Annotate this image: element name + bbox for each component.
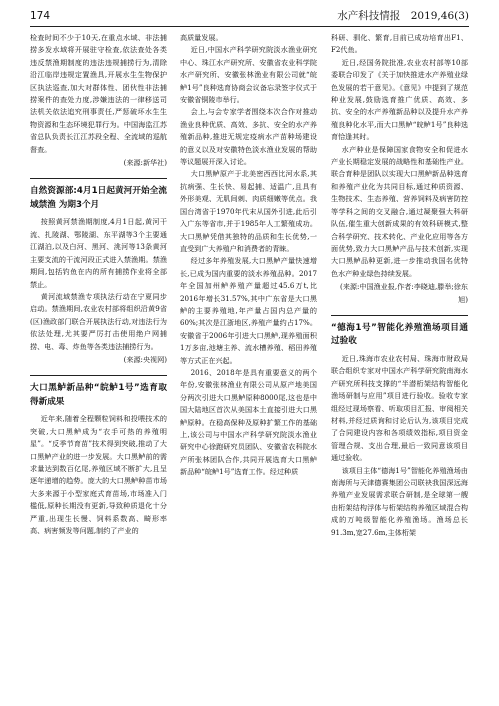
article-title: 自然资源部:4月1日起黄河开始全流域禁渔 为期3个月 [30, 186, 167, 210]
running-header [30, 8, 469, 24]
text-column-1 [30, 32, 167, 537]
text-column-3 [331, 32, 468, 539]
section-divider [30, 178, 167, 179]
body-paragraph: 检查时间不少于10天,在重点水域、非法捕捞多发水域将开展驻守检查,依法查处各类违反禁渔期制度的违法违规捕捞行为,清除沿江临岸违规定置渔具,开展水生生物保护区执法巡查,加大对群体性、团伙性非法捕捞案件的查处力度,涉嫌违法的一律移送司法机关依法追究刑事责任,严惩破坏水生生物资源和生态环境犯罪行为。中国海监江苏省总队负责长江江苏段全程、全流域的巡航督查。 [30, 33, 167, 154]
body-paragraph: 黄河流域禁渔专项执法行动在宁夏同步启动。禁渔期间,农业农村部将组织沿黄9省(区)渔政部门联合开展执法行动,对违法行为依法处理,尤其要严厉打击使用绝户网捕捞、电、毒、炸鱼等各类违法捕捞行为。 [30, 291, 167, 351]
header-rule [30, 26, 469, 27]
journal-title: 水产科技情报 2019,46(3) [337, 10, 469, 22]
body-paragraph: 该项目主体“德海1号”智能化养殖渔场由南海所与天津德赛集团公司联袂我国深远海养殖产业发展需求联合研制,是全球第一艘由桁架结构浮体与桁架结构养殖区域混合构成的万吨级智能化养殖渔场。渔场总长91.3m,宽27.6m,主体桁架 [331, 465, 468, 537]
text-column-2 [180, 32, 317, 479]
body-paragraph: 2016、2018年是具有重要意义的两个年份,安徽张林渔业有限公司从原产地美国分两次引进大口黑鲈原种8000尾,这也是中国大陆地区首次从美国本土直接引进大口黑鲈原种。在稳高保种及原种扩繁工作的基础上,该公司与中国水产科学研究院淡水渔业研究中心徐跑研究员团队、安徽省农科院水产所张林团队合作,共同开展选育大口黑鲈新品种“皖鲈1号”选育工作。经过种质 [180, 367, 317, 477]
section-divider [331, 315, 468, 316]
source-note: (来源:央视网) [123, 354, 167, 364]
body-paragraph: 近日,珠海市农业农村局、珠海市财政局联合组织专家对中国水产科学研究院南海水产研究所科技支撑的“半潜桁架结构智能化渔场研制与应用”项目进行验收。验收专家组经过现场察看、听取项目汇报、审阅相关材料,并经过质询和讨论后认为,该项目完成了合同建设内容和各项绩效指标,项目资金管理合规、支出合理,最后一致同意该项目通过验收。 [331, 353, 468, 463]
body-paragraph: 近日,经国务院批准,农业农村部等10部委联合印发了《关于加快推进水产养殖业绿色发展的若干意见》。《意见》中提到了规范种业发展,鼓励选育推广优质、高效、多抗、安全的水产养殖新品种以及提升水产养殖良种化水平,而大口黑鲈“皖鲈1号”良种选育恰逢其时。 [331, 57, 468, 142]
body-paragraph: 科研、驯化、繁育,目前已成功培育出F1、F2代鱼。 [331, 33, 468, 55]
section-divider [30, 375, 167, 376]
page-number: 174 [30, 10, 51, 22]
body-paragraph: 经过多年养殖发展,大口黑鲈产量快速增长,已成为国内重要的淡水养殖品种。2017年全国加州鲈养殖产量超过45.6万t,比2016年增长31.57%,其中广东省是大口黑鲈的主要养殖地,年产量占国内总产量的60%;其次是江浙地区,养殖产量约占17%。安徽省于2006年引进大口黑鲈,现养殖面积1万多亩,池塘主养、流水槽养殖、稻田养殖等方式正在兴起。 [180, 256, 317, 365]
body-paragraph: 高质量发展。 [180, 33, 223, 42]
article-title: 大口黑鲈新品种“皖鲈1号”选育取得新成果 [30, 383, 167, 407]
body-paragraph: 会上,与会专家学者围绕本次合作对推动渔业良种优质、高效、多抗、安全的水产养殖新品种,推进无规定疫病水产苗种场建设的意义以及对安徽特色淡水渔业发展的帮助等议题展开深入讨论。 [180, 107, 317, 167]
body-paragraph: 按照黄河禁渔期制度,4月1日起,黄河干流、扎陵湖、鄂陵湖、东平湖等3个主要通江湖泊,以及白河、黑河、洮河等13条黄河主要支流的干流河段正式进入禁渔期。禁渔期间,包括钓鱼在内的所有捕捞作业将全部禁止。 [30, 217, 167, 289]
body-paragraph: 近日,中国水产科学研究院淡水渔业研究中心、珠江水产研究所、安徽省农业科学院水产研究所、安徽张林渔业有限公司就“皖鲈1号”良种选育协商会议备忘录签字仪式于安徽省铜陵市举行。 [180, 45, 317, 105]
body-paragraph: 近年来,随着全程颗粒饲料和投喂技术的突破,大口黑鲈成为“衣手可热的养殖明星”。“反季节育苗”技术得到突破,推动了大口黑鲈产业的进一步发展。大口黑鲈前的需求量达到数百亿尾,养殖区域不断扩大,且呈逐年递增的趋势。庞大的大口黑鲈种苗市场大多来源于小型家庭式育苗场,市场准入门槛低,原种长期没有更新,导致种质退化十分严重,出现生长慢、饲料系数高、畸形率高、病害频发等问题,制约了产业的 [30, 414, 167, 535]
body-paragraph: 水产种业是保障国家食物安全和促进水产业长期稳定发展的战略性和基础性产业。联合育种是团队以实现大口黑鲈新品种选育和养殖产业化为共同目标,通过种质资源、生物技术、生态养殖、营养饲料及病害防控等学科之间的交叉融合,通过凝聚强大科研队伍,催生重大创新成果的有效科研模式,整合科学研究、技术转化、产业化应用等各方面优势,致力大口黑鲈产品与技术创新,实现大口黑鲈品种更新,进一步推动我国名优特色水产种业绿色持续发展。 [331, 144, 468, 278]
source-note: (来源:新华社) [123, 158, 167, 168]
body-paragraph: 大口黑鲈原产于北美密西西比河水系,其抗病强、生长快、易起捕、适温广,且具有外形美观、无肌间刺、肉质细嫩等优点。我国台湾省于1970年代末从国外引进,此后引入广东等省市,并于1985年人工繁殖成功。大口黑鲈凭借其独特的品质和生长优势,一直受到广大养殖户和消费者的青睐。 [180, 169, 317, 253]
source-note: (来源:中国渔业报,作者:李晓迪,滕举;徐东旭) [340, 282, 468, 304]
article-title: “德海1号”智能化养殖渔场项目通过验收 [331, 322, 468, 347]
